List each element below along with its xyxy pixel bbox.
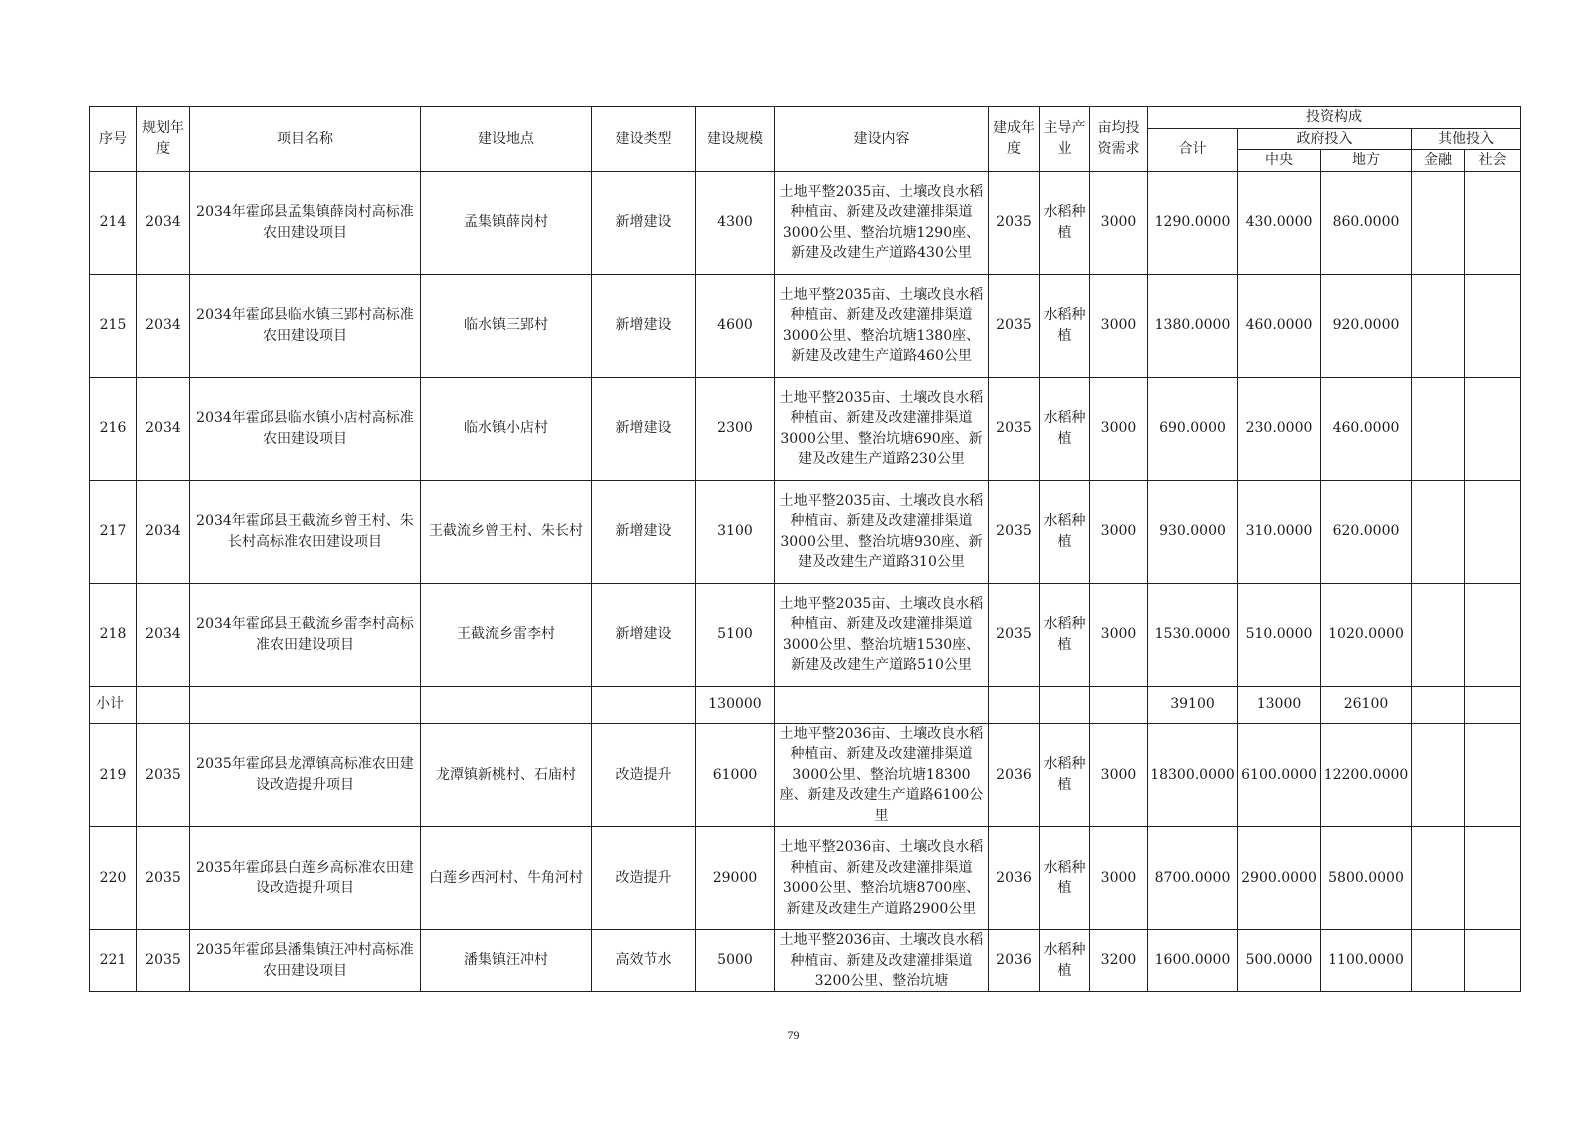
subtotal-scale: 130000 [696,686,775,723]
cell-construction-type: 高效节水 [592,930,696,992]
header-construction-type: 建设类型 [592,107,696,172]
cell-location: 白莲乡西河村、牛角河村 [421,827,592,930]
cell-local: 5800.0000 [1321,827,1412,930]
table-row [90,377,1521,480]
cell-location: 龙潭镇新桃村、石庙村 [421,723,592,827]
cell-scale: 29000 [696,827,775,930]
subtotal-central: 13000 [1238,686,1321,723]
cell-scale: 3100 [696,480,775,583]
cell-plan-year: 2034 [137,171,190,274]
cell-construction-type: 新增建设 [592,171,696,274]
cell-completion-year: 2036 [989,723,1040,827]
cell-completion-year: 2035 [989,583,1040,686]
page-number: 79 [787,1028,800,1042]
cell-content: 土地平整2036亩、土壤改良水稻种植亩、新建及改建灌排渠道3200公里、整治坑塘 [779,932,984,989]
table-row [90,930,1521,992]
cell-seq: 215 [90,274,137,377]
cell-plan-year: 2035 [137,723,190,827]
cell-completion-year: 2036 [989,827,1040,930]
cell-central: 500.0000 [1238,930,1321,992]
header-local: 地方 [1321,150,1412,172]
cell-social [1465,480,1521,583]
cell-finance [1412,274,1465,377]
table-row [90,827,1521,930]
cell-construction-type: 新增建设 [592,377,696,480]
table-row [90,480,1521,583]
cell-content: 土地平整2036亩、土壤改良水稻种植亩、新建及改建灌排渠道3000公里、整治坑塘8700座、新建及改建生产道路2900公里 [775,827,989,930]
cell-plan-year: 2035 [137,930,190,992]
cell-local: 12200.0000 [1321,723,1412,827]
cell-location: 临水镇三郢村 [421,274,592,377]
header-social: 社会 [1465,150,1521,172]
cell-completion-year: 2035 [989,171,1040,274]
header-finance: 金融 [1412,150,1465,172]
cell-scale: 4600 [696,274,775,377]
cell-total: 1530.0000 [1148,583,1238,686]
cell-project-name: 2034年霍邱县王截流乡雷李村高标准农田建设项目 [190,583,421,686]
cell-total: 690.0000 [1148,377,1238,480]
cell-construction-type: 新增建设 [592,480,696,583]
header-investment: 投资构成 [1148,107,1521,129]
cell-social [1465,827,1521,930]
cell-per-mu: 3000 [1090,480,1148,583]
cell-total: 1600.0000 [1148,930,1238,992]
cell-project-name: 2034年霍邱县临水镇小店村高标准农田建设项目 [190,377,421,480]
cell-central: 2900.0000 [1238,827,1321,930]
cell-industry: 水稻种植 [1040,827,1090,930]
cell-per-mu: 3000 [1090,171,1148,274]
cell-per-mu: 3000 [1090,723,1148,827]
cell-central: 310.0000 [1238,480,1321,583]
cell-industry: 水稻种植 [1040,583,1090,686]
cell-total: 1290.0000 [1148,171,1238,274]
cell-content: 土地平整2036亩、土壤改良水稻种植亩、新建及改建灌排渠道3000公里、整治坑塘18300座、新建及改建生产道路6100公里 [775,723,989,827]
subtotal-row [90,686,1521,723]
cell-completion-year: 2035 [989,377,1040,480]
cell-project-name: 2034年霍邱县王截流乡曾王村、朱长村高标准农田建设项目 [190,480,421,583]
cell-plan-year: 2034 [137,274,190,377]
cell-project-name: 2035年霍邱县白莲乡高标准农田建设改造提升项目 [190,827,421,930]
header-completion-year: 建成年度 [989,107,1040,172]
cell-finance [1412,480,1465,583]
cell-content: 土地平整2035亩、土壤改良水稻种植亩、新建及改建灌排渠道3000公里、整治坑塘1290座、新建及改建生产道路430公里 [775,171,989,274]
header-total: 合计 [1148,128,1238,171]
table-header [90,107,1521,172]
header-other: 其他投入 [1412,128,1521,150]
cell-finance [1412,583,1465,686]
cell-project-name: 2034年霍邱县孟集镇薛岗村高标准农田建设项目 [190,171,421,274]
cell-per-mu: 3000 [1090,377,1148,480]
cell-local: 1020.0000 [1321,583,1412,686]
cell-seq: 214 [90,171,137,274]
cell-seq: 218 [90,583,137,686]
cell-central: 6100.0000 [1238,723,1321,827]
cell-industry: 水稻种植 [1040,930,1090,992]
cell-construction-type: 新增建设 [592,583,696,686]
table-row [90,583,1521,686]
table-row [90,723,1521,827]
cell-project-name: 2035年霍邱县龙潭镇高标准农田建设改造提升项目 [190,723,421,827]
cell-completion-year: 2035 [989,274,1040,377]
cell-content: 土地平整2035亩、土壤改良水稻种植亩、新建及改建灌排渠道3000公里、整治坑塘1380座、新建及改建生产道路460公里 [775,274,989,377]
cell-seq: 217 [90,480,137,583]
cell-location: 潘集镇汪冲村 [421,930,592,992]
cell-finance [1412,377,1465,480]
cell-seq: 216 [90,377,137,480]
cell-plan-year: 2034 [137,480,190,583]
cell-scale: 4300 [696,171,775,274]
cell-total: 18300.0000 [1148,723,1238,827]
cell-scale: 2300 [696,377,775,480]
table-row [90,274,1521,377]
header-content: 建设内容 [775,107,989,172]
cell-industry: 水稻种植 [1040,723,1090,827]
cell-total: 1380.0000 [1148,274,1238,377]
cell-content: 土地平整2035亩、土壤改良水稻种植亩、新建及改建灌排渠道3000公里、整治坑塘930座、新建及改建生产道路310公里 [775,480,989,583]
cell-industry: 水稻种植 [1040,274,1090,377]
cell-local: 920.0000 [1321,274,1412,377]
cell-social [1465,930,1521,992]
cell-social [1465,377,1521,480]
cell-seq: 221 [90,930,137,992]
cell-plan-year: 2034 [137,583,190,686]
subtotal-label: 小计 [90,686,137,723]
header-location: 建设地点 [421,107,592,172]
cell-central: 460.0000 [1238,274,1321,377]
header-industry: 主导产业 [1040,107,1090,172]
header-government: 政府投入 [1238,128,1412,150]
cell-central: 430.0000 [1238,171,1321,274]
cell-plan-year: 2035 [137,827,190,930]
cell-content: 土地平整2035亩、土壤改良水稻种植亩、新建及改建灌排渠道3000公里、整治坑塘1530座、新建及改建生产道路510公里 [775,583,989,686]
cell-completion-year: 2036 [989,930,1040,992]
cell-construction-type: 改造提升 [592,827,696,930]
cell-project-name: 2034年霍邱县临水镇三郢村高标准农田建设项目 [190,274,421,377]
header-project-name: 项目名称 [190,107,421,172]
table-body [90,171,1521,992]
cell-social [1465,171,1521,274]
cell-total: 8700.0000 [1148,827,1238,930]
cell-scale: 61000 [696,723,775,827]
subtotal-total: 39100 [1148,686,1238,723]
table-row [90,171,1521,274]
cell-seq: 219 [90,723,137,827]
cell-construction-type: 改造提升 [592,723,696,827]
cell-per-mu: 3200 [1090,930,1148,992]
cell-social [1465,583,1521,686]
cell-per-mu: 3000 [1090,583,1148,686]
cell-social [1465,723,1521,827]
cell-local: 1100.0000 [1321,930,1412,992]
cell-location: 临水镇小店村 [421,377,592,480]
header-plan-year: 规划年度 [137,107,190,172]
cell-finance [1412,723,1465,827]
cell-local: 460.0000 [1321,377,1412,480]
header-seq: 序号 [90,107,137,172]
header-scale: 建设规模 [696,107,775,172]
cell-location: 王截流乡雷李村 [421,583,592,686]
cell-plan-year: 2034 [137,377,190,480]
cell-central: 510.0000 [1238,583,1321,686]
cell-local: 860.0000 [1321,171,1412,274]
planning-table [89,106,1521,992]
cell-seq: 220 [90,827,137,930]
cell-content: 土地平整2035亩、土壤改良水稻种植亩、新建及改建灌排渠道3000公里、整治坑塘690座、新建及改建生产道路230公里 [775,377,989,480]
cell-local: 620.0000 [1321,480,1412,583]
subtotal-local: 26100 [1321,686,1412,723]
header-central: 中央 [1238,150,1321,172]
cell-total: 930.0000 [1148,480,1238,583]
cell-scale: 5000 [696,930,775,992]
cell-industry: 水稻种植 [1040,377,1090,480]
header-per-mu-investment: 亩均投资需求 [1090,107,1148,172]
cell-finance [1412,827,1465,930]
cell-per-mu: 3000 [1090,274,1148,377]
cell-social [1465,274,1521,377]
cell-construction-type: 新增建设 [592,274,696,377]
cell-industry: 水稻种植 [1040,480,1090,583]
cell-per-mu: 3000 [1090,827,1148,930]
cell-central: 230.0000 [1238,377,1321,480]
cell-completion-year: 2035 [989,480,1040,583]
cell-location: 孟集镇薛岗村 [421,171,592,274]
cell-finance [1412,930,1465,992]
cell-industry: 水稻种植 [1040,171,1090,274]
cell-finance [1412,171,1465,274]
cell-project-name: 2035年霍邱县潘集镇汪冲村高标准农田建设项目 [190,930,421,992]
cell-location: 王截流乡曾王村、朱长村 [421,480,592,583]
cell-scale: 5100 [696,583,775,686]
